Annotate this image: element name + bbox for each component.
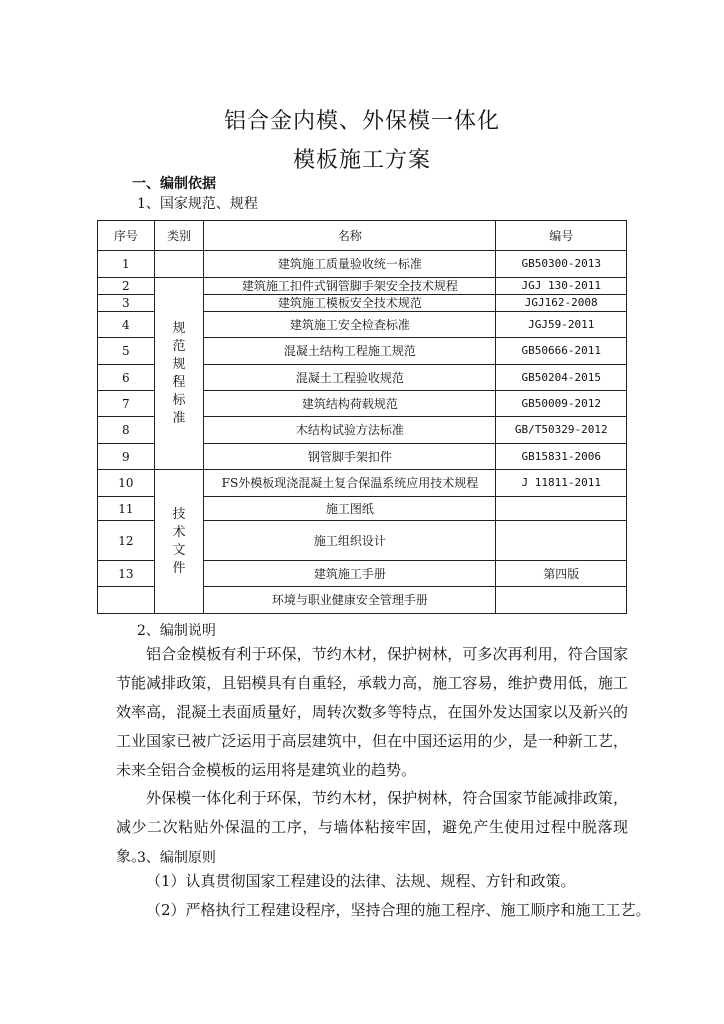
standards-table (97, 220, 627, 614)
row-no: 6 (98, 365, 155, 391)
row-no: 3 (98, 295, 155, 312)
row-no: 12 (98, 521, 155, 561)
row-no: 8 (98, 417, 155, 444)
row-name: 建筑施工手册 (204, 561, 496, 587)
section-heading-basis: 一、编制依据 (132, 176, 216, 192)
row-name: 环境与职业健康安全管理手册 (204, 587, 496, 614)
row-no: 10 (98, 470, 155, 497)
row-code (496, 521, 627, 561)
document-title-line2: 模板施工方案 (292, 148, 431, 173)
table-header-row (98, 221, 627, 251)
category-tech-label: 技术文件 (172, 506, 186, 576)
row-name: 建筑施工扣件式钢管脚手架安全技术规程 (204, 278, 496, 295)
row-name: 木结构试验方法标准 (204, 417, 496, 444)
row-code: JGJ162-2008 (496, 295, 627, 312)
row-name: 施工组织设计 (204, 521, 496, 561)
row-code: JGJ 130-2011 (496, 278, 627, 295)
category-cell-spec (154, 278, 204, 470)
subheading-principles: 3、编制原则 (137, 850, 216, 866)
row-name: 建筑施工质量验收统一标准 (204, 251, 496, 278)
document-title-line1: 铝合金内模、外保模一体化 (223, 109, 500, 134)
table-row (98, 278, 627, 295)
row-no: 9 (98, 444, 155, 470)
row-no: 4 (98, 312, 155, 338)
row-code (496, 497, 627, 521)
subheading-national-codes: 1、国家规范、规程 (137, 196, 258, 212)
row-code: 第四版 (496, 561, 627, 587)
row-no: 7 (98, 391, 155, 417)
row-code: GB50300-2013 (496, 251, 627, 278)
row-code: GB50009-2012 (496, 391, 627, 417)
category-empty-cell (154, 251, 204, 278)
row-no: 2 (98, 278, 155, 295)
row-name: 混凝土结构工程施工规范 (204, 338, 496, 365)
row-name: 施工图纸 (204, 497, 496, 521)
row-no: 5 (98, 338, 155, 365)
row-no (98, 587, 155, 614)
row-code (496, 587, 627, 614)
row-code: GB/T50329-2012 (496, 417, 627, 444)
principle-item-2: （2）严格执行工程建设程序，坚持合理的施工程序、施工顺序和施工工艺。 (146, 901, 651, 919)
table-row (98, 251, 627, 278)
paragraph-external-insulation: 外保模一体化利于环保，节约木材，保护树林，符合国家节能减排政策，减少二次粘贴外保温的工序，与墙体粘接牢固，避免产生使用过程中脱落现象。 (116, 789, 628, 865)
row-name: FS外模板现浇混凝土复合保温系统应用技术规程 (204, 470, 496, 497)
row-code: GB50666-2011 (496, 338, 627, 365)
row-code: J 11811-2011 (496, 470, 627, 497)
subheading-explanation: 2、编制说明 (137, 623, 216, 639)
row-no: 1 (98, 251, 155, 278)
category-spec-label: 规范规程标准 (172, 320, 186, 426)
row-name: 建筑施工安全检查标准 (204, 312, 496, 338)
row-name: 建筑结构荷载规范 (204, 391, 496, 417)
row-no: 11 (98, 497, 155, 521)
header-no: 序号 (98, 221, 155, 251)
row-name: 混凝土工程验收规范 (204, 365, 496, 391)
header-name: 名称 (204, 221, 496, 251)
row-name: 钢管脚手架扣件 (204, 444, 496, 470)
header-category: 类别 (154, 221, 204, 251)
row-no: 13 (98, 561, 155, 587)
principle-item-1: （1）认真贯彻国家工程建设的法律、法规、规程、方针和政策。 (146, 872, 576, 890)
category-cell-tech (154, 470, 204, 614)
table-row (98, 470, 627, 497)
row-code: GB50204-2015 (496, 365, 627, 391)
paragraph-aluminum-formwork: 铝合金模板有利于环保，节约木材，保护树林，可多次再利用，符合国家节能减排政策，且铝模具有自重轻，承载力高，施工容易，维护费用低，施工效率高，混凝土表面质量好，周转次数多等特点，在国外发达国家以及新兴的工业国家已被广泛运用于高层建筑中，但在中国还运用的少，是一种新工艺，未来全铝合金模板的运用将是建筑业的趋势。 (116, 645, 628, 779)
row-code: JGJ59-2011 (496, 312, 627, 338)
row-name: 建筑施工模板安全技术规范 (204, 295, 496, 312)
header-code: 编号 (496, 221, 627, 251)
row-code: GB15831-2006 (496, 444, 627, 470)
